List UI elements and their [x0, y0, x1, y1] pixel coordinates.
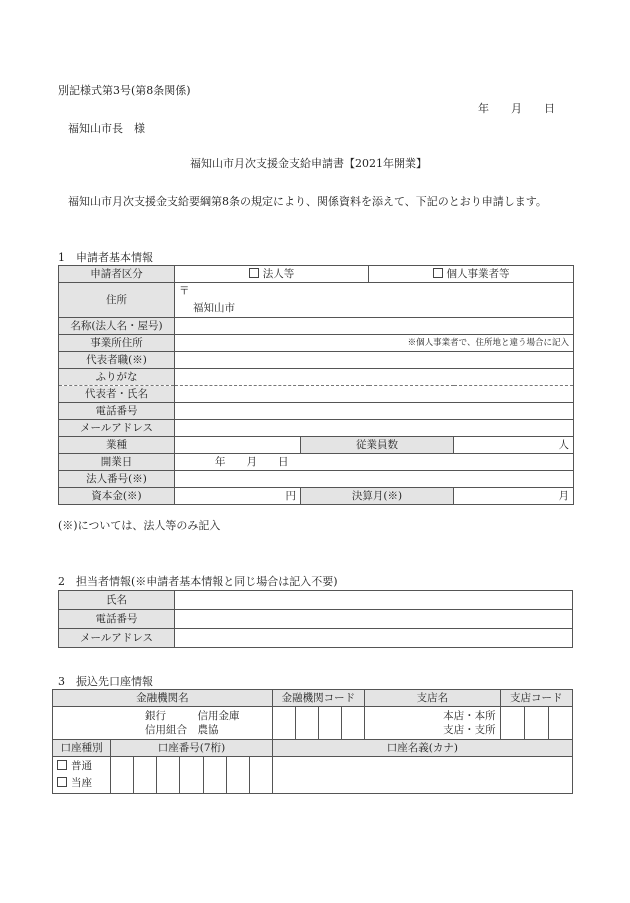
branch-code-digit[interactable] [524, 707, 548, 740]
applicant-type-label: 申請者区分 [59, 266, 175, 283]
corp-number-field[interactable] [175, 471, 574, 488]
city-text: 福知山市 [193, 302, 235, 314]
furigana-field[interactable] [175, 369, 574, 386]
office-address-label: 事業所住所 [59, 335, 175, 352]
type-checking-option[interactable]: 当座 [57, 775, 106, 792]
date-line: 年 月 日 [478, 102, 555, 115]
capital-label: 資本金(※) [59, 488, 175, 505]
account-digit[interactable] [226, 757, 249, 794]
contact-phone-field[interactable] [175, 610, 573, 629]
addressee: 福知山市長 様 [68, 122, 145, 135]
checkbox-icon[interactable] [57, 777, 67, 787]
checkbox-icon[interactable] [433, 268, 443, 278]
contact-info-table [58, 590, 573, 648]
bank-types-line2: 信用組合 農協 [145, 724, 219, 736]
industry-label: 業種 [59, 437, 175, 454]
bank-account-table [52, 689, 573, 794]
bank-name-label: 金融機関名 [53, 690, 273, 707]
branch-code-label: 支店コード [500, 690, 572, 707]
contact-name-field[interactable] [175, 591, 573, 610]
branch-name-field[interactable] [365, 707, 501, 740]
address-label: 住所 [59, 283, 175, 318]
postal-field[interactable] [175, 283, 574, 301]
opening-date-field[interactable]: 年 月 日 [175, 454, 574, 471]
postal-mark: 〒 [179, 285, 190, 297]
rep-title-field[interactable] [175, 352, 574, 369]
bank-name-field[interactable] [53, 707, 273, 740]
name-label: 名称(法人名・屋号) [59, 318, 175, 335]
rep-name-field[interactable] [175, 386, 574, 403]
branch-name-label: 支店名 [365, 690, 501, 707]
capital-field[interactable]: 円 [175, 488, 301, 505]
employees-field[interactable]: 人 [454, 437, 574, 454]
intro-text: 福知山市月次支援金支給要綱第8条の規定により、関係資料を添えて、下記のとおり申請します。 [68, 195, 547, 208]
bank-types-line1: 銀行 信用金庫 [145, 710, 240, 722]
employees-label: 従業員数 [301, 437, 454, 454]
corp-number-label: 法人番号(※) [59, 471, 175, 488]
fiscal-month-field[interactable]: 月 [454, 488, 574, 505]
bank-code-digit[interactable] [272, 707, 295, 740]
applicant-info-table [58, 265, 574, 505]
office-address-field[interactable] [175, 335, 574, 352]
section1-footnote: (※)については、法人等のみ記入 [58, 519, 221, 532]
bank-code-digit[interactable] [295, 707, 318, 740]
type-ordinary-option[interactable]: 普通 [57, 758, 106, 775]
checkbox-icon[interactable] [57, 760, 67, 770]
account-digit[interactable] [180, 757, 203, 794]
email-field[interactable] [175, 420, 574, 437]
bank-code-digit[interactable] [318, 707, 341, 740]
contact-email-label: メールアドレス [59, 629, 175, 648]
phone-field[interactable] [175, 403, 574, 420]
name-field[interactable] [175, 318, 574, 335]
industry-field[interactable] [175, 437, 301, 454]
branch-types-line2: 支店・支所 [443, 724, 496, 736]
rep-name-label: 代表者・氏名 [59, 386, 175, 403]
branch-types-line1: 本店・本所 [443, 710, 496, 722]
address-field[interactable] [175, 300, 574, 318]
account-number-label: 口座番号(7桁) [111, 740, 273, 757]
bank-code-label: 金融機関コード [272, 690, 364, 707]
account-digit[interactable] [203, 757, 226, 794]
contact-email-field[interactable] [175, 629, 573, 648]
account-digit[interactable] [157, 757, 180, 794]
contact-name-label: 氏名 [59, 591, 175, 610]
account-type-label: 口座種別 [53, 740, 111, 757]
furigana-label: ふりがな [59, 369, 175, 386]
account-digit[interactable] [249, 757, 272, 794]
section1-heading: 1 申請者基本情報 [58, 251, 153, 264]
contact-phone-label: 電話番号 [59, 610, 175, 629]
branch-code-digit[interactable] [500, 707, 524, 740]
form-number: 別記様式第3号(第8条関係) [58, 84, 191, 97]
rep-title-label: 代表者職(※) [59, 352, 175, 369]
account-holder-field[interactable] [272, 757, 572, 794]
branch-code-digit[interactable] [548, 707, 572, 740]
checkbox-icon[interactable] [249, 268, 259, 278]
account-type-field[interactable] [53, 757, 111, 794]
phone-label: 電話番号 [59, 403, 175, 420]
account-holder-label: 口座名義(カナ) [272, 740, 572, 757]
type-individual-option[interactable]: 個人事業者等 [369, 266, 574, 283]
account-digit[interactable] [111, 757, 134, 794]
account-digit[interactable] [134, 757, 157, 794]
opening-date-label: 開業日 [59, 454, 175, 471]
bank-code-digit[interactable] [342, 707, 365, 740]
email-label: メールアドレス [59, 420, 175, 437]
fiscal-month-label: 決算月(※) [301, 488, 454, 505]
office-note: ※個人事業者で、住所地と違う場合に記入 [407, 337, 569, 348]
type-corp-option[interactable]: 法人等 [175, 266, 369, 283]
page-title: 福知山市月次支援金支給申請書【2021年開業】 [190, 157, 427, 170]
section2-heading: 2 担当者情報(※申請者基本情報と同じ場合は記入不要) [58, 575, 338, 588]
section3-heading: 3 振込先口座情報 [58, 675, 153, 688]
